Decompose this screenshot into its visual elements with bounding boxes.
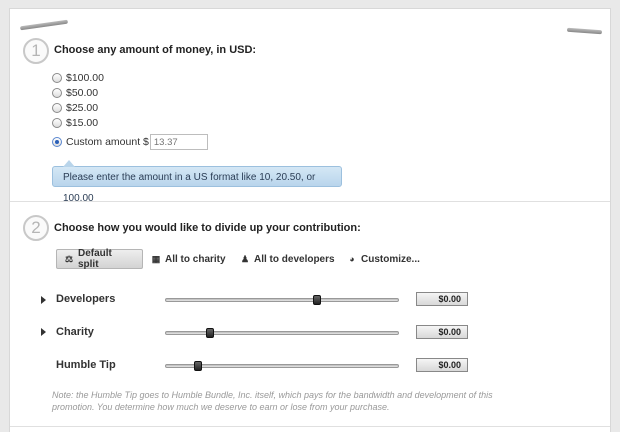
amount-option-100[interactable] <box>52 71 104 85</box>
contribution-panel <box>9 8 611 432</box>
button-label: All to developers <box>254 253 335 265</box>
button-label: All to charity <box>165 253 226 265</box>
all-to-charity-button[interactable] <box>151 249 226 269</box>
amount-option-15[interactable] <box>52 116 98 130</box>
humble-tip-amount: $0.00 <box>416 358 468 372</box>
step-1-title: Choose any amount of money, in USD: <box>54 44 257 56</box>
custom-amount-input[interactable] <box>150 134 208 150</box>
decorative-stroke <box>20 20 68 31</box>
amount-option-25[interactable] <box>52 101 98 115</box>
developers-label: Developers <box>56 293 116 305</box>
decorative-stroke <box>567 28 602 34</box>
humble-tip-label: Humble Tip <box>56 359 116 371</box>
developers-slider[interactable] <box>165 298 399 302</box>
expand-developers-arrow-icon[interactable] <box>41 296 46 304</box>
radio-button[interactable] <box>52 88 62 98</box>
radio-button[interactable] <box>52 118 62 128</box>
humble-tip-slider[interactable] <box>165 364 399 368</box>
radio-button-selected[interactable] <box>52 137 62 147</box>
developers-amount: $0.00 <box>416 292 468 306</box>
custom-amount-label: Custom amount $ <box>66 136 149 148</box>
slider-handle[interactable] <box>194 361 202 371</box>
radio-button[interactable] <box>52 73 62 83</box>
step-2-title: Choose how you would like to divide up your contribution: <box>54 222 361 234</box>
all-to-developers-button[interactable] <box>240 249 335 269</box>
charity-slider[interactable] <box>165 331 399 335</box>
amount-option-custom[interactable] <box>52 132 208 152</box>
option-label: $25.00 <box>66 102 99 114</box>
option-label: $15.00 <box>66 117 99 129</box>
button-label: Default split <box>77 248 112 270</box>
expand-charity-arrow-icon[interactable] <box>41 328 46 336</box>
step-number-2: 2 <box>23 215 49 241</box>
slider-handle[interactable] <box>313 295 321 305</box>
person-icon: ♟ <box>240 253 250 264</box>
charity-label: Charity <box>56 326 94 338</box>
humble-tip-note: Note: the Humble Tip goes to Humble Bundle, Inc. itself, which pays for the bandwidth and development of this promotion. You determine how much we deserve to earn or lose from your purchase. <box>52 390 493 412</box>
charity-amount: $0.00 <box>416 325 468 339</box>
button-label: Customize... <box>361 253 420 265</box>
slider-handle[interactable] <box>206 328 214 338</box>
customize-button[interactable] <box>347 249 420 269</box>
option-label: $100.00 <box>66 72 104 84</box>
option-label: $50.00 <box>66 87 99 99</box>
section-divider <box>10 201 610 202</box>
default-split-button[interactable] <box>56 249 143 269</box>
grid-icon: ▦ <box>151 253 161 264</box>
step-number-1: 1 <box>23 38 49 64</box>
pie-chart-icon: ◕ <box>349 254 355 264</box>
balance-scale-icon: ⚖ <box>64 253 74 264</box>
format-hint-tooltip: Please enter the amount in a US format like 10, 20.50, or 100.00 <box>52 166 342 187</box>
amount-option-50[interactable] <box>52 86 98 100</box>
section-divider <box>10 426 610 427</box>
radio-button[interactable] <box>52 103 62 113</box>
